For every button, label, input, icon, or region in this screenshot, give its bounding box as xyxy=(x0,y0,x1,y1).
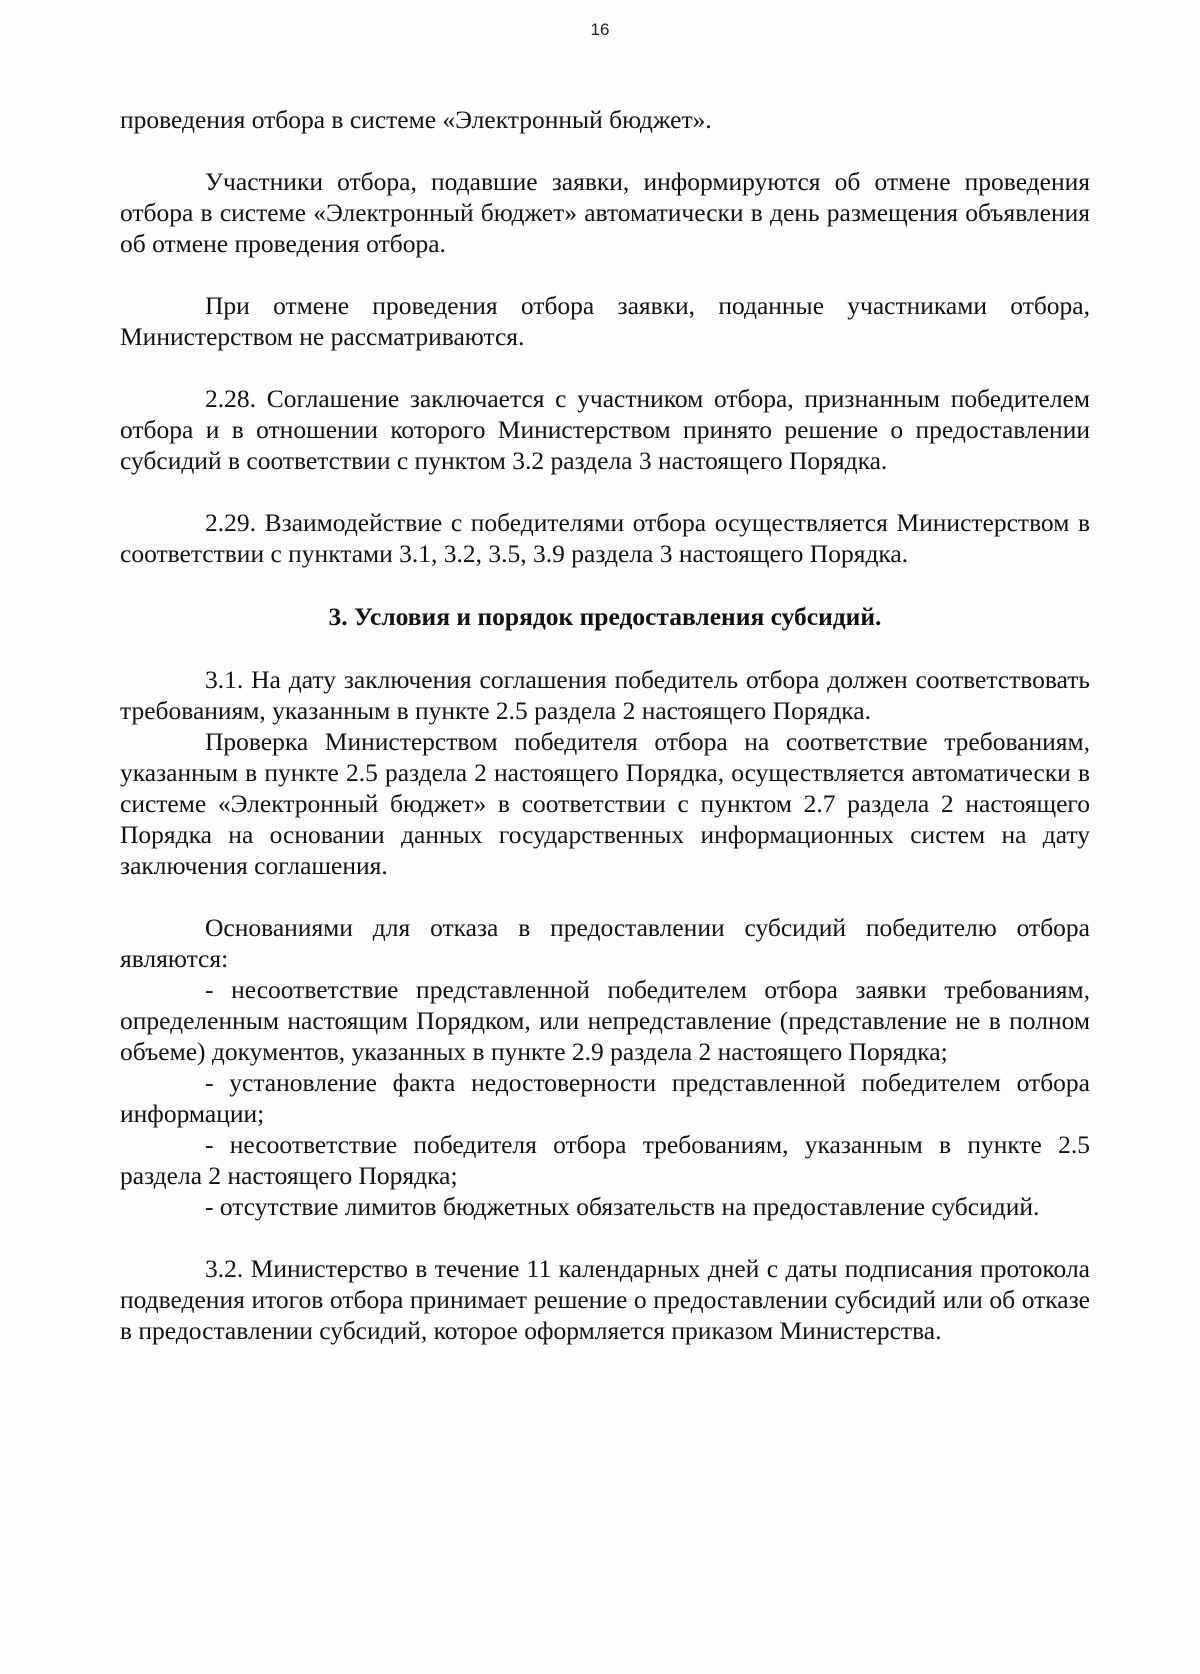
paragraph-verification: Проверка Министерством победителя отбора на соответствие требованиям, указанным в пункте 2.5 раздела 2 настоящего Порядка, осуществляется автоматически в системе «Электронный бюджет» в соответствии с пунктом 2.7 раздела 2 настоящего Порядка на основании данных государственных информационных систем на дату заключения соглашения. xyxy=(120,727,1090,880)
paragraph-continuation: проведения отбора в системе «Электронный бюджет». xyxy=(120,105,712,134)
paragraph-3-1: 3.1. На дату заключения соглашения победитель отбора должен соответствовать требованиям, указанным в пункте 2.5 раздела 2 настоящего Порядка. xyxy=(120,665,1090,725)
page-number: 16 xyxy=(590,20,610,39)
section-heading: 3. Условия и порядок предоставления субсидий. xyxy=(328,602,882,631)
paragraph-participants-informed: Участники отбора, подавшие заявки, информируются об отмене проведения отбора в системе «Электронный бюджет» автоматически в день размещения объявления об отмене проведения отбора. xyxy=(120,167,1090,258)
paragraph-cancellation: При отмене проведения отбора заявки, поданные участниками отбора, Министерством не рассматриваются. xyxy=(120,291,1090,351)
list-item: - отсутствие лимитов бюджетных обязательств на предоставление субсидий. xyxy=(205,1192,1040,1221)
list-item: - установление факта недостоверности представленной победителем отбора информации; xyxy=(120,1068,1090,1128)
paragraph-2-29: 2.29. Взаимодействие с победителями отбора осуществляется Министерством в соответствии с пунктами 3.1, 3.2, 3.5, 3.9 раздела 3 настоящего Порядка. xyxy=(120,508,1090,568)
paragraph-refusal-grounds: Основаниями для отказа в предоставлении субсидий победителю отбора являются: xyxy=(120,913,1090,973)
list-item: - несоответствие представленной победителем отбора заявки требованиям, определенным настоящим Порядком, или непредставление (представление не в полном объеме) документов, указанных в пункте 2.9 раздела 2 настоящего Порядка; xyxy=(120,975,1090,1066)
list-item: - несоответствие победителя отбора требованиям, указанным в пункте 2.5 раздела 2 настоящего Порядка; xyxy=(120,1130,1090,1190)
paragraph-3-2: 3.2. Министерство в течение 11 календарных дней с даты подписания протокола подведения итогов отбора принимает решение о предоставлении субсидий или об отказе в предоставлении субсидий, которое оформляется приказом Министерства. xyxy=(120,1254,1090,1345)
document-body xyxy=(120,104,1090,1346)
paragraph-2-28: 2.28. Соглашение заключается с участником отбора, признанным победителем отбора и в отношении которого Министерством принято решение о предоставлении субсидий в соответствии с пунктом 3.2 раздела 3 настоящего Порядка. xyxy=(120,384,1090,475)
